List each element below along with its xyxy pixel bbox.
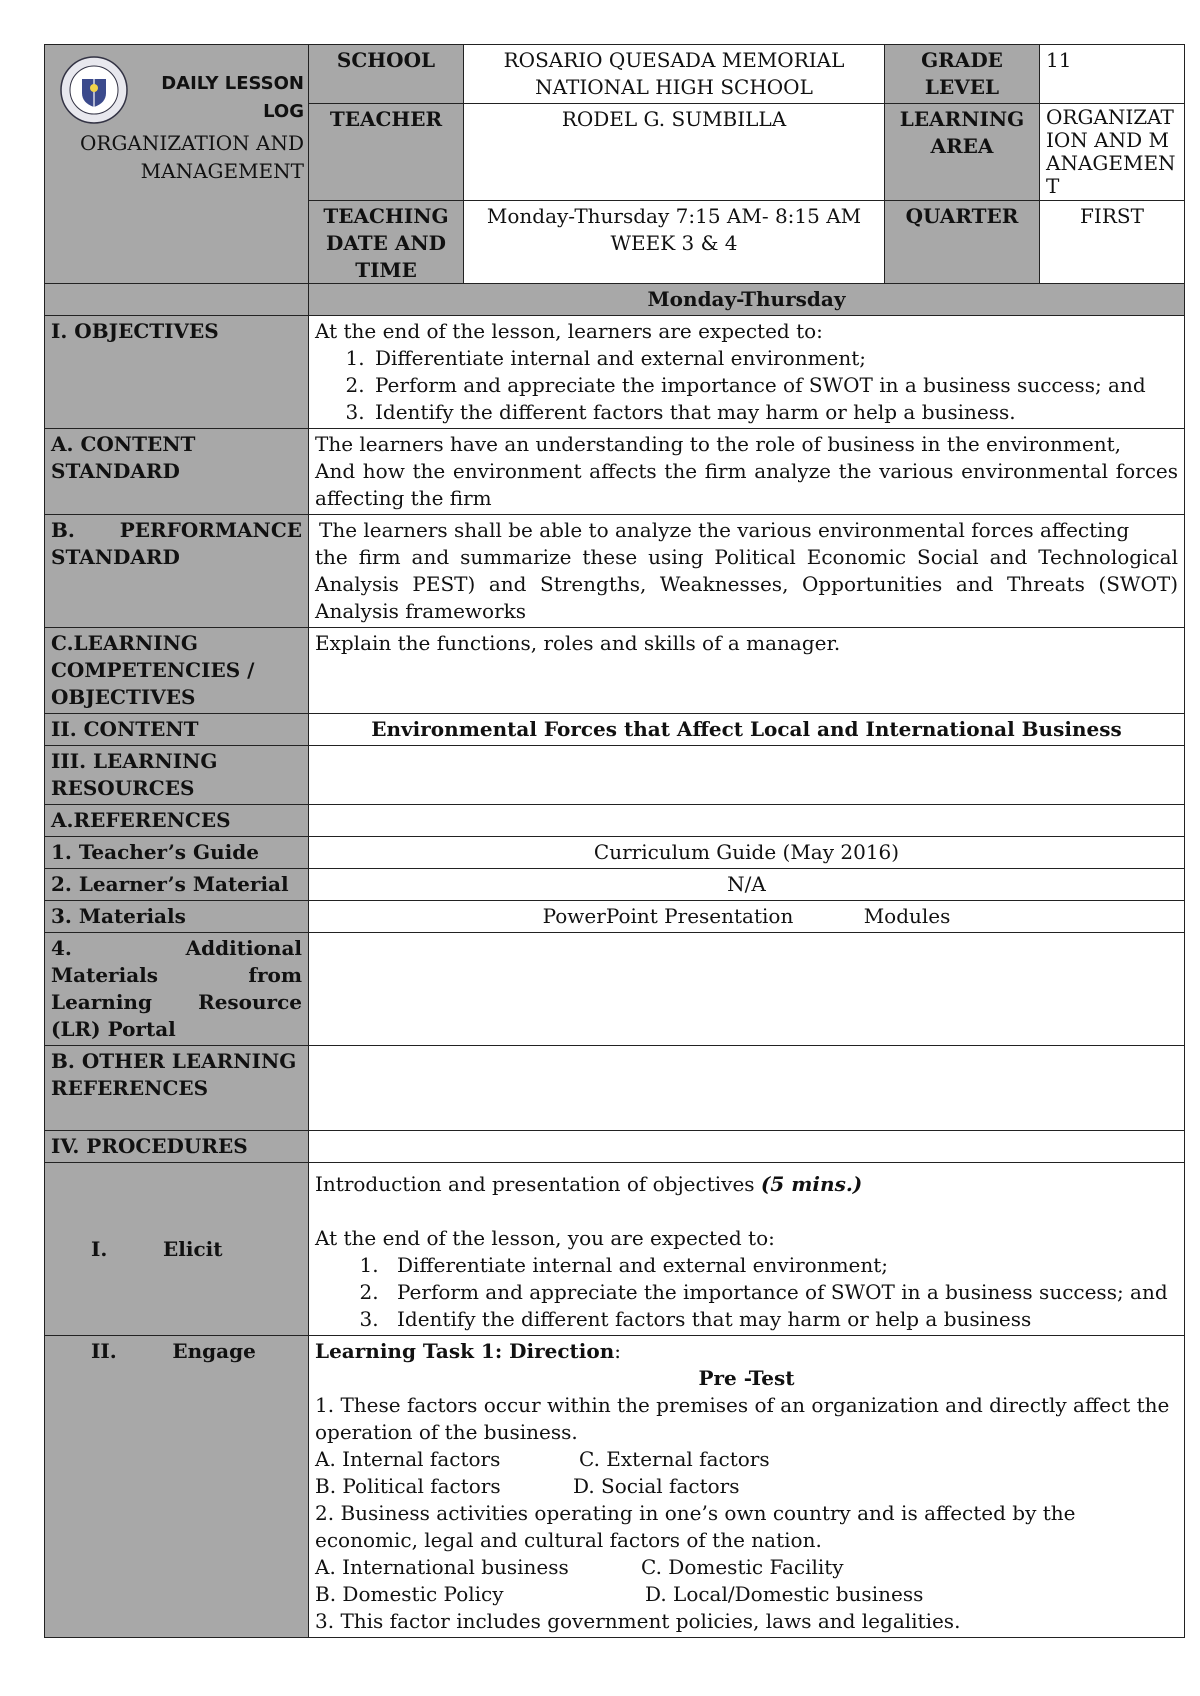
materials-cell (309, 901, 1185, 933)
competencies-value: Explain the functions, roles and skills of a manager. (309, 628, 1185, 714)
content-standard-label: A. CONTENT STANDARD (45, 429, 309, 515)
elicit-item: 3. Identify the different factors that may harm or help a business (385, 1306, 1178, 1333)
materials-value-1: PowerPoint Presentation (542, 904, 794, 928)
references-label: A.REFERENCES (45, 805, 309, 837)
question-3: 3. This factor includes government policies, laws and legalities. (315, 1609, 961, 1633)
performance-standard-label: B. PERFORMANCE STANDARD (45, 515, 309, 628)
procedures-label: IV. PROCEDURES (45, 1131, 309, 1163)
learning-area-value: ORGANIZATION AND MANAGEMENT (1040, 104, 1185, 201)
days-label-cell (45, 284, 309, 316)
q1-choice-a: A. Internal factors (315, 1447, 501, 1471)
elicit-item: 1. Differentiate internal and external environment; (385, 1252, 1178, 1279)
other-references-value (309, 1046, 1185, 1131)
elicit-item: 2. Perform and appreciate the importance of SWOT in a business success; and (385, 1279, 1178, 1306)
learning-area-label: LEARNING AREA (885, 104, 1040, 201)
references-value (309, 805, 1185, 837)
performance-standard-line2: the firm and summarize these using Political Economic Social and Technological Analysis PEST) and Strengths, Weaknesses, Opportunities and Threats (SWOT) Analysis frameworks (315, 545, 1178, 623)
content-standard-line2: And how the environment affects the firm analyze the various environmental forces affecting the firm (315, 459, 1178, 510)
school-value: ROSARIO QUESADA MEMORIAL NATIONAL HIGH SCHOOL (464, 45, 885, 104)
resources-label: III. LEARNING RESOURCES (45, 746, 309, 805)
materials-value-2: Modules (863, 904, 951, 928)
date-label: TEACHING DATE AND TIME (309, 201, 464, 287)
engage-label: II. Engage (45, 1336, 309, 1638)
objectives-label: I. OBJECTIVES (45, 316, 309, 429)
grade-value: 11 (1040, 45, 1185, 104)
content-value: Environmental Forces that Affect Local and International Business (309, 714, 1185, 746)
header-table (44, 44, 1185, 314)
q1-choice-c: C. External factors (579, 1447, 770, 1471)
performance-standard-line1: The learners shall be able to analyze the various environmental forces affecting (319, 518, 1130, 542)
content-standard-line1: The learners have an understanding to the role of business in the environment, (315, 432, 1121, 456)
objectives-cell (309, 316, 1185, 429)
performance-standard-cell (309, 515, 1185, 628)
elicit-intro: Introduction and presentation of objectives (315, 1172, 755, 1196)
logo-cell (45, 45, 309, 287)
resources-value (309, 746, 1185, 805)
learners-material-value: N/A (309, 869, 1185, 901)
subject-title: ORGANIZATION AND MANAGEMENT (80, 131, 304, 183)
elicit-cell (309, 1163, 1185, 1336)
q2-choice-d: D. Local/Domestic business (645, 1582, 924, 1606)
content-label: II. CONTENT (45, 714, 309, 746)
date-value: Monday-Thursday 7:15 AM- 8:15 AM WEEK 3 & 4 (464, 201, 885, 287)
content-standard-cell (309, 429, 1185, 515)
engage-cell (309, 1336, 1185, 1638)
teacher-value: RODEL G. SUMBILLA (464, 104, 885, 201)
doc-title: DAILY LESSON LOG (161, 73, 304, 122)
lesson-table (44, 283, 1185, 1638)
learners-material-label: 2. Learner’s Material (45, 869, 309, 901)
q2-choice-b: B. Domestic Policy (315, 1582, 504, 1606)
other-references-label: B. OTHER LEARNING REFERENCES (45, 1046, 309, 1131)
pretest-title: Pre -Test (698, 1366, 795, 1390)
teachers-guide-label: 1. Teacher’s Guide (45, 837, 309, 869)
grade-label: GRADE LEVEL (885, 45, 1040, 104)
question-1: 1. These factors occur within the premises of an organization and directly affect the operation of the business. (315, 1393, 1170, 1444)
procedures-value (309, 1131, 1185, 1163)
objectives-intro: At the end of the lesson, learners are expected to: (315, 319, 823, 343)
teachers-guide-value: Curriculum Guide (May 2016) (309, 837, 1185, 869)
elicit-time: (5 mins.) (760, 1172, 863, 1196)
task-colon: : (614, 1339, 622, 1363)
elicit-lead: At the end of the lesson, you are expected to: (315, 1226, 775, 1250)
task-title: Learning Task 1: Direction (315, 1339, 615, 1363)
objective-item: 1. Differentiate internal and external environment; (371, 345, 1178, 372)
teacher-label: TEACHER (309, 104, 464, 201)
objective-item: 3. Identify the different factors that may harm or help a business. (371, 399, 1178, 426)
additional-materials-label: 4. Additional Materials from Learning Resource (LR) Portal (45, 933, 309, 1046)
school-label: SCHOOL (309, 45, 464, 104)
days-header: Monday-Thursday (309, 284, 1185, 316)
question-2: 2. Business activities operating in one’s own country and is affected by the economic, legal and cultural factors of the nation. (315, 1501, 1076, 1552)
deped-seal-icon (59, 55, 129, 125)
materials-label: 3. Materials (45, 901, 309, 933)
competencies-label: C.LEARNING COMPETENCIES / OBJECTIVES (45, 628, 309, 714)
q2-choice-a: A. International business (315, 1555, 569, 1579)
q1-choice-b: B. Political factors (315, 1474, 501, 1498)
objective-item: 2. Perform and appreciate the importance of SWOT in a business success; and (371, 372, 1178, 399)
q1-choice-d: D. Social factors (573, 1474, 740, 1498)
quarter-value: FIRST (1040, 201, 1185, 287)
elicit-label: I. Elicit (45, 1163, 309, 1336)
q2-choice-c: C. Domestic Facility (641, 1555, 844, 1579)
quarter-label: QUARTER (885, 201, 1040, 287)
additional-materials-value (309, 933, 1185, 1046)
